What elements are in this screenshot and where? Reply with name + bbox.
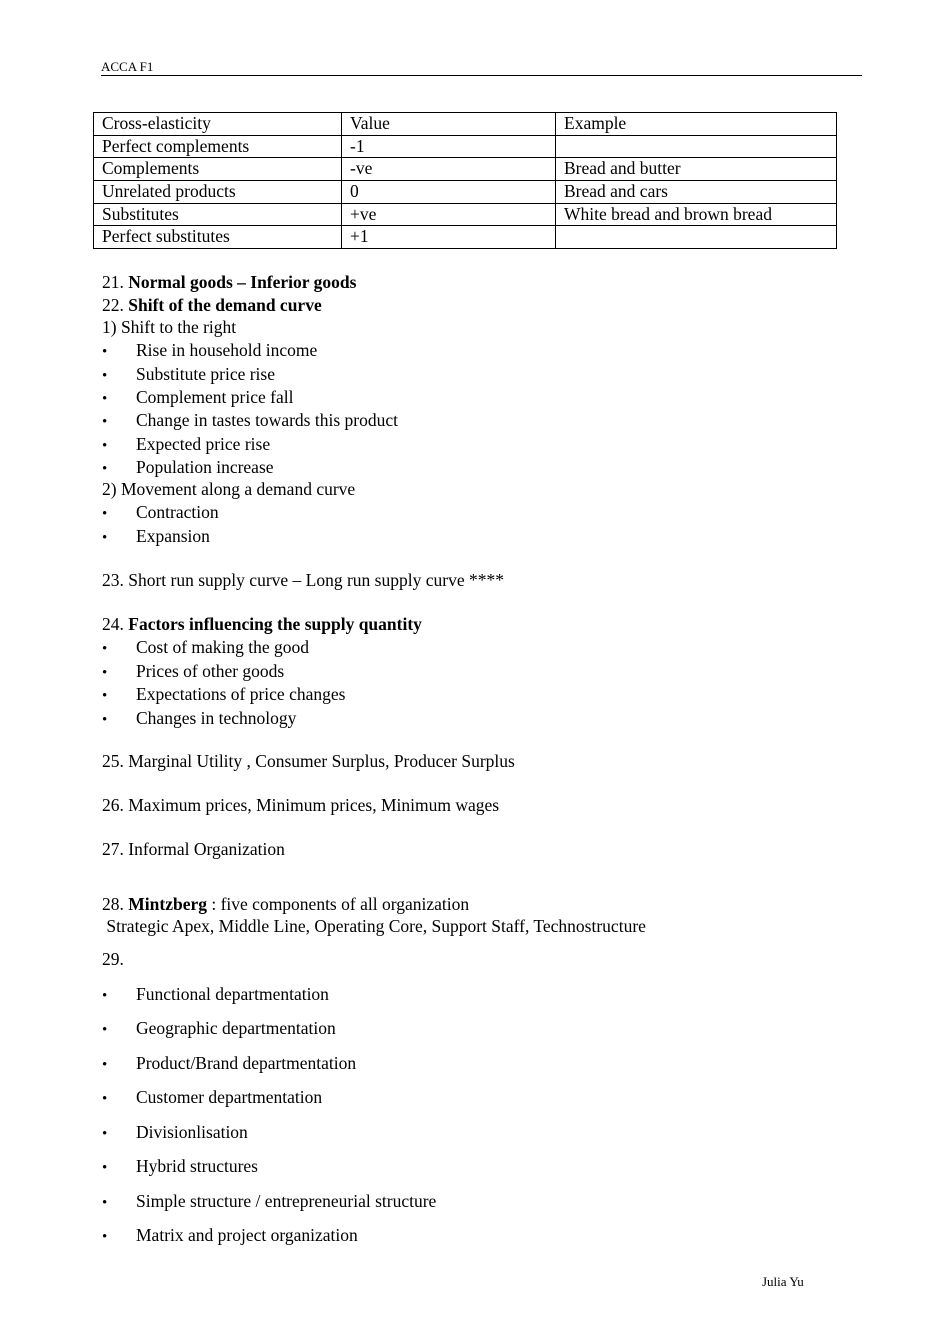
bullet-icon (102, 339, 136, 363)
table-cell: Bread and cars (556, 181, 837, 204)
section-25-heading: 25. Marginal Utility , Consumer Surplus, Producer Surplus (102, 751, 515, 771)
bullet-icon (102, 1121, 136, 1145)
list-item: •Expansion (102, 525, 210, 549)
page-header: ACCA F1 (101, 59, 862, 76)
table-header-row (94, 113, 837, 136)
bullet-icon (102, 456, 136, 480)
table-cell: Bread and butter (556, 158, 837, 181)
table-cell (556, 226, 837, 249)
bullet-icon (102, 433, 136, 457)
header-cell: Cross-elasticity (94, 113, 342, 136)
list-item: •Hybrid structures (102, 1155, 258, 1179)
bullet-icon (102, 983, 136, 1007)
bullet-icon (102, 363, 136, 387)
table-cell: Complements (94, 158, 342, 181)
section-22-sub-1: 1) Shift to the right (102, 317, 237, 337)
table-cell: Unrelated products (94, 181, 342, 204)
list-item: •Geographic departmentation (102, 1017, 336, 1041)
bullet-icon (102, 1052, 136, 1076)
table-cell (556, 135, 837, 158)
list-item: •Expectations of price changes (102, 683, 345, 707)
list-item: •Complement price fall (102, 386, 293, 410)
section-29-heading: 29. (102, 949, 124, 969)
table-cell: +ve (342, 203, 556, 226)
table-row (94, 158, 837, 181)
section-22-sub-2: 2) Movement along a demand curve (102, 479, 356, 499)
section-23-heading: 23. Short run supply curve – Long run supply curve **** (102, 570, 504, 590)
section-28-components: Strategic Apex, Middle Line, Operating Core, Support Staff, Technostructure (102, 916, 646, 936)
list-item: •Contraction (102, 501, 219, 525)
section-28-heading: 28. Mintzberg : five components of all organization (102, 894, 470, 914)
list-item: •Changes in technology (102, 707, 296, 731)
bullet-icon (102, 683, 136, 707)
header-cell: Example (556, 113, 837, 136)
bullet-icon (102, 525, 136, 549)
bullet-icon (102, 386, 136, 410)
table-cell: -1 (342, 135, 556, 158)
table-cell: +1 (342, 226, 556, 249)
bullet-icon (102, 660, 136, 684)
bullet-icon (102, 1017, 136, 1041)
list-item: •Cost of making the good (102, 636, 309, 660)
section-26-heading: 26. Maximum prices, Minimum prices, Minimum wages (102, 795, 500, 815)
list-item: •Matrix and project organization (102, 1224, 358, 1248)
table-row (94, 203, 837, 226)
table-row (94, 226, 837, 249)
table-cell: -ve (342, 158, 556, 181)
table-cell: White bread and brown bread (556, 203, 837, 226)
page-footer: Julia Yu (762, 1274, 804, 1289)
bullet-icon (102, 1086, 136, 1110)
list-item: •Divisionlisation (102, 1121, 248, 1145)
list-item: •Change in tastes towards this product (102, 409, 398, 433)
bullet-icon (102, 409, 136, 433)
section-22-heading: 22. Shift of the demand curve (102, 295, 322, 315)
table-cell: 0 (342, 181, 556, 204)
list-item: •Expected price rise (102, 433, 270, 457)
bullet-icon (102, 501, 136, 525)
section-27-heading: 27. Informal Organization (102, 839, 285, 859)
section-21-heading: 21. Normal goods – Inferior goods (102, 272, 357, 292)
list-item: •Product/Brand departmentation (102, 1052, 356, 1076)
bullet-icon (102, 636, 136, 660)
list-item: •Rise in household income (102, 339, 317, 363)
section-24-heading: 24. Factors influencing the supply quantity (102, 614, 422, 634)
list-item: •Customer departmentation (102, 1086, 322, 1110)
table-cell: Perfect substitutes (94, 226, 342, 249)
cross-elasticity-table (93, 112, 837, 249)
header-cell: Value (342, 113, 556, 136)
list-item: •Prices of other goods (102, 660, 284, 684)
list-item: •Simple structure / entrepreneurial structure (102, 1190, 436, 1214)
table-cell: Substitutes (94, 203, 342, 226)
list-item: •Functional departmentation (102, 983, 329, 1007)
table-row (94, 181, 837, 204)
list-item: •Population increase (102, 456, 274, 480)
table-cell: Perfect complements (94, 135, 342, 158)
bullet-icon (102, 1155, 136, 1179)
list-item: •Substitute price rise (102, 363, 275, 387)
bullet-icon (102, 1190, 136, 1214)
bullet-icon (102, 1224, 136, 1248)
table-row (94, 135, 837, 158)
bullet-icon (102, 707, 136, 731)
